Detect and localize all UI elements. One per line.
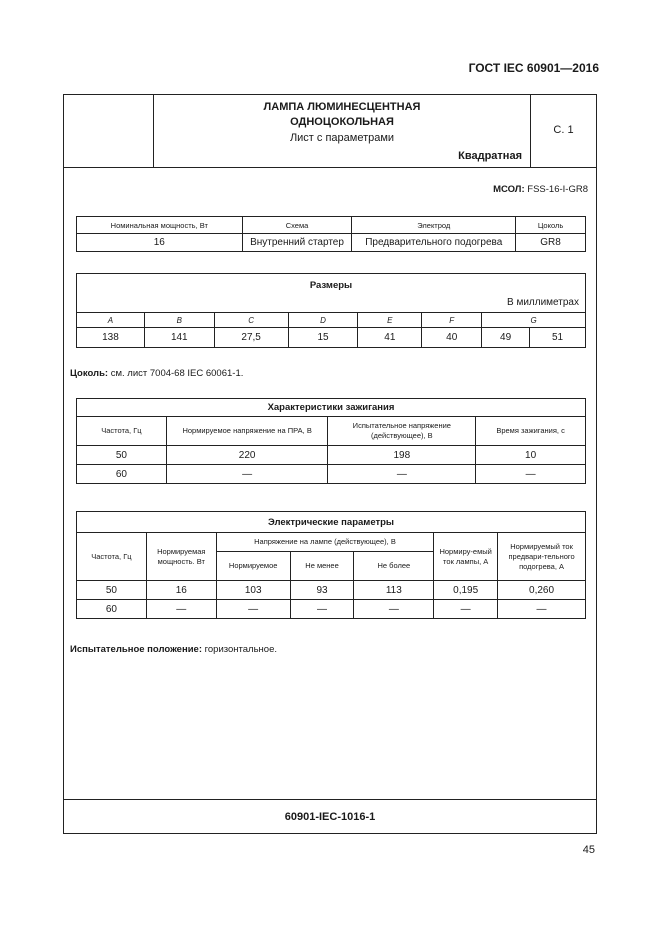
dim-value-f: 40 (422, 328, 482, 348)
table-row (77, 581, 586, 600)
ignition-table (76, 398, 586, 484)
ign-cell: — (166, 465, 328, 484)
header-scheme: Схема (242, 217, 352, 234)
el-cell: 50 (77, 581, 147, 600)
dim-header-g: G (482, 313, 586, 328)
base-note (70, 368, 243, 379)
table-row (77, 600, 586, 619)
lamp-shape: Квадратная (458, 150, 522, 162)
el-header-power: Нормируемая мощность. Вт (146, 533, 216, 581)
dim-header-f: F (422, 313, 482, 328)
ign-header-ignition-time: Время зажигания, с (476, 417, 586, 446)
dim-header-c: C (214, 313, 288, 328)
table-row (77, 274, 586, 313)
table-row (77, 234, 586, 252)
el-cell: — (290, 600, 354, 619)
ign-cell: 60 (77, 465, 167, 484)
el-cell: — (216, 600, 290, 619)
el-header-voltage-nominal: Нормируемое (216, 552, 290, 581)
datasheet-frame (63, 94, 597, 834)
table-row (77, 533, 586, 552)
table-row (77, 399, 586, 417)
table-row (77, 465, 586, 484)
general-table (76, 216, 586, 252)
el-cell: 16 (146, 581, 216, 600)
ign-cell: — (476, 465, 586, 484)
dim-header-b: B (144, 313, 214, 328)
test-position-note (70, 644, 277, 655)
header-blank-cell (64, 95, 154, 167)
dim-value-g-max: 51 (530, 328, 586, 348)
el-cell: 93 (290, 581, 354, 600)
header-electrode: Электрод (352, 217, 516, 234)
table-row (77, 446, 586, 465)
el-cell: 0,260 (498, 581, 586, 600)
mcol-label: МСОЛ: (493, 184, 525, 195)
test-position-text: горизонтальное. (201, 644, 278, 655)
el-header-frequency: Частота, Гц (77, 533, 147, 581)
el-header-lamp-voltage: Напряжение на лампе (действующее), В (216, 533, 433, 552)
standard-designation: ГОСТ IEC 60901—2016 (468, 61, 599, 75)
sheet-subtitle: Лист с параметрами (289, 132, 395, 144)
title-line-1: ЛАМПА ЛЮМИНЕСЦЕНТНАЯ (263, 101, 421, 113)
dim-value-g-min: 49 (482, 328, 530, 348)
el-header-preheat-current: Нормируемый ток предвари-тельного подогрева, А (498, 533, 586, 581)
table-row (77, 328, 586, 348)
lamp-title (154, 100, 530, 130)
el-header-voltage-max: Не более (354, 552, 434, 581)
test-position-label: Испытательное положение: (70, 644, 202, 655)
sheet-number: С. 1 (553, 124, 574, 136)
el-cell: 103 (216, 581, 290, 600)
mcol-code (493, 184, 588, 195)
mcol-value: FSS-16-I-GR8 (527, 184, 588, 195)
header-base: Цоколь (516, 217, 586, 234)
el-cell: 113 (354, 581, 434, 600)
header-title-cell (154, 95, 531, 167)
dimensions-title-cell (77, 274, 586, 313)
el-cell: — (354, 600, 434, 619)
sheet-header (64, 95, 596, 168)
sheet-footer (64, 799, 596, 835)
ign-cell: 198 (328, 446, 476, 465)
dim-value-b: 141 (144, 328, 214, 348)
electrical-table (76, 511, 586, 619)
value-electrode: Предварительного подогрева (352, 234, 516, 252)
header-power: Номинальная мощность, Вт (77, 217, 243, 234)
dimensions-unit: В миллиметрах (507, 297, 579, 308)
dim-value-d: 15 (288, 328, 358, 348)
el-header-voltage-min: Не менее (290, 552, 354, 581)
dimensions-table (76, 273, 586, 348)
ign-header-ballast-voltage: Нормируемое напряжение на ПРА, В (166, 417, 328, 446)
table-row (77, 512, 586, 533)
electrical-title: Электрические параметры (77, 512, 586, 533)
ign-cell: 10 (476, 446, 586, 465)
page-number: 45 (582, 844, 595, 856)
table-row (77, 417, 586, 446)
ignition-title: Характеристики зажигания (77, 399, 586, 417)
sheet-code: 60901-IEC-1016-1 (284, 811, 376, 823)
dim-value-e: 41 (358, 328, 422, 348)
dim-value-a: 138 (77, 328, 145, 348)
value-scheme: Внутренний стартер (242, 234, 352, 252)
ign-header-frequency: Частота, Гц (77, 417, 167, 446)
el-cell: 60 (77, 600, 147, 619)
ign-cell: 220 (166, 446, 328, 465)
el-cell: — (434, 600, 498, 619)
sheet-number-cell (531, 95, 596, 167)
value-base: GR8 (516, 234, 586, 252)
dim-header-d: D (288, 313, 358, 328)
el-cell: — (146, 600, 216, 619)
dim-header-a: A (77, 313, 145, 328)
title-line-2: ОДНОЦОКОЛЬНАЯ (290, 116, 394, 128)
el-cell: — (498, 600, 586, 619)
dimensions-title: Размеры (309, 280, 353, 291)
base-note-text: см. лист 7004-68 IEC 60061-1. (108, 368, 244, 379)
value-power: 16 (77, 234, 243, 252)
dim-header-e: E (358, 313, 422, 328)
table-row (77, 313, 586, 328)
ign-cell: — (328, 465, 476, 484)
dim-value-c: 27,5 (214, 328, 288, 348)
ign-header-test-voltage: Испытательное напряжение (действующее), В (328, 417, 476, 446)
base-note-label: Цоколь: (70, 368, 109, 379)
el-header-lamp-current: Нормиру-емый ток лампы, А (434, 533, 498, 581)
table-row (77, 217, 586, 234)
ign-cell: 50 (77, 446, 167, 465)
el-cell: 0,195 (434, 581, 498, 600)
